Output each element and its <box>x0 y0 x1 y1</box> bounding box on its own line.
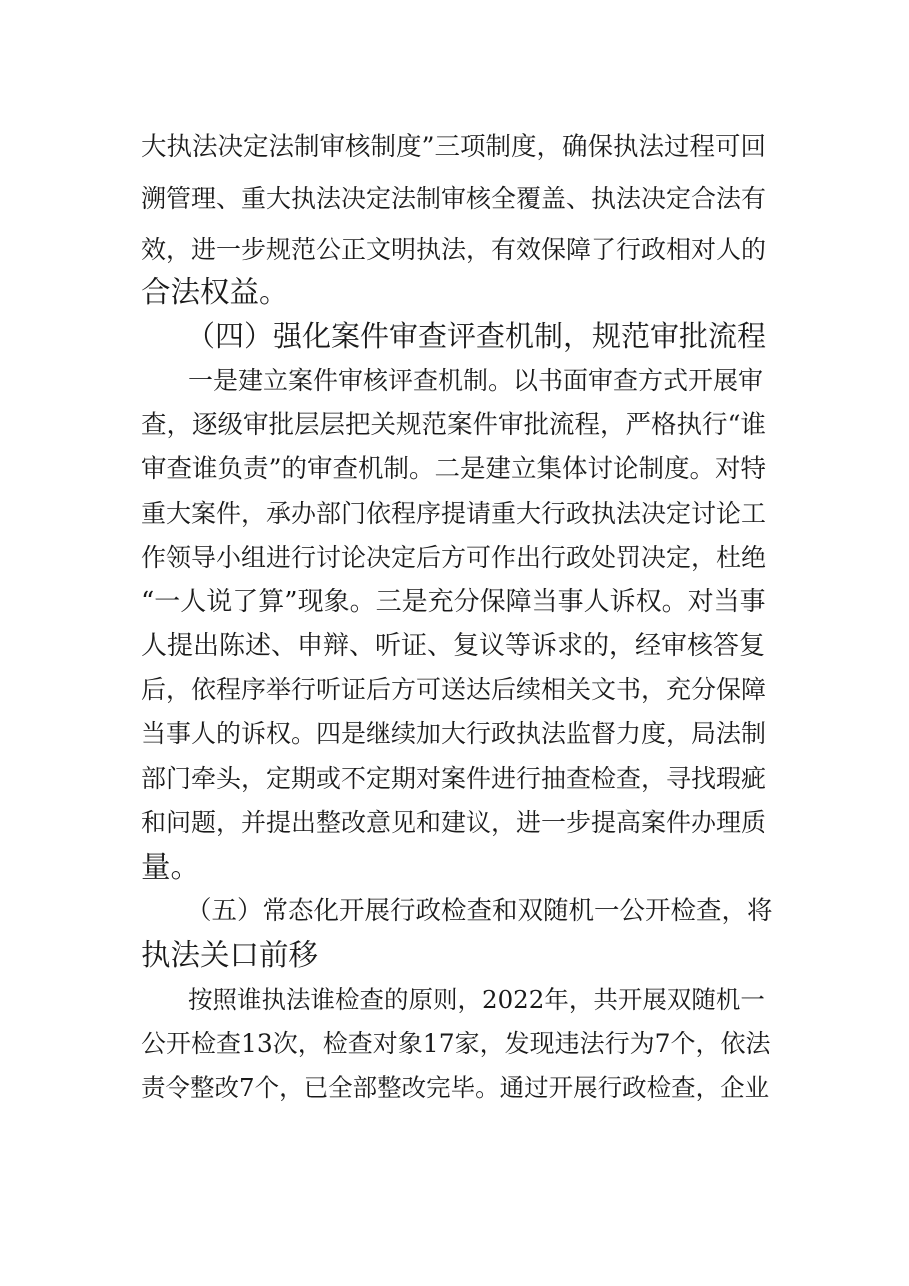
paragraph-line: 和问题，并提出整改意见和建议，进一步提高案件办理质 <box>141 808 767 837</box>
paragraph-line: 量。 <box>141 850 201 884</box>
paragraph-line: 一是建立案件审核评查机制。以书面审查方式开展审 <box>188 366 764 395</box>
paragraph-line: 公开检查13次，检查对象17家，发现违法行为7个，依法 <box>141 1029 771 1058</box>
paragraph-line: 当事人的诉权。四是继续加大行政执法监督力度，局法制 <box>141 719 767 748</box>
section-heading-4: （四）强化案件审查评查机制，规范审批流程 <box>186 319 767 353</box>
paragraph-line: 责令整改7个，已全部整改完毕。通过开展行政检查，企业 <box>141 1073 770 1102</box>
section-heading-5: （五）常态化开展行政检查和双随机一公开检查，将 <box>186 896 773 926</box>
paragraph-line: 重大案件，承办部门依程序提请重大行政执法决定讨论工 <box>141 499 767 528</box>
paragraph-line: 按照谁执法谁检查的原则，2022年，共开展双随机一 <box>188 985 765 1014</box>
paragraph-line: 大执法决定法制审核制度”三项制度，确保执法过程可回 <box>141 132 767 162</box>
paragraph-line: 查，逐级审批层层把关规范案件审批流程，严格执行“谁 <box>141 410 767 440</box>
paragraph-line: 合法权益。 <box>141 275 289 309</box>
paragraph-line: “一人说了算”现象。三是充分保障当事人诉权。对当事 <box>141 587 766 617</box>
paragraph-line: 溯管理、重大执法决定法制审核全覆盖、执法决定合法有 <box>141 184 767 213</box>
paragraph-line: 后，依程序举行听证后方可送达后续相关文书，充分保障 <box>141 675 767 704</box>
paragraph-line: 部门牵头，定期或不定期对案件进行抽查检查，寻找瑕疵 <box>141 764 767 793</box>
paragraph-line: 效，进一步规范公正文明执法，有效保障了行政相对人的 <box>141 235 767 264</box>
paragraph-line: 作领导小组进行讨论决定后方可作出行政处罚决定，杜绝 <box>141 543 767 572</box>
section-heading-5-cont: 执法关口前移 <box>141 938 319 972</box>
paragraph-line: 人提出陈述、申辩、听证、复议等诉求的，经审核答复 <box>141 631 766 661</box>
paragraph-line: 审查谁负责”的审查机制。二是建立集体讨论制度。对特 <box>141 454 767 484</box>
